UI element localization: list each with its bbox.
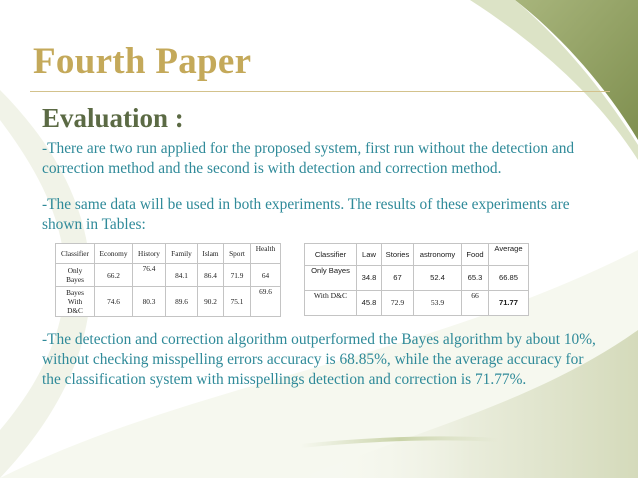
table-header-cell: Sport — [224, 244, 251, 264]
table-cell: 80.3 — [133, 287, 166, 317]
results-table-1 — [55, 243, 281, 317]
row-label-line: With — [67, 297, 83, 306]
paragraph-conclusion: -The detection and correction algorithm outperformed the Bayes algorithm by about 10%, without checking misspelling errors accuracy is 68.85%, while the average accuracy for the classification system with misspellings detection and correction is 71.77%. — [42, 331, 596, 388]
table-cell: 65.3 — [462, 266, 489, 291]
table-cell: 84.1 — [166, 264, 198, 287]
paragraph-data: -The same data will be used in both experiments. The results of these experiments are shown in Tables: — [42, 196, 570, 233]
table-cell: 45.8 — [357, 291, 382, 316]
table-cell: 66.2 — [95, 264, 133, 287]
table-cell: 75.1 — [224, 287, 251, 317]
table-cell: 69.6 — [251, 287, 281, 317]
table-cell: 34.8 — [357, 266, 382, 291]
row-label-line: D&C — [67, 306, 83, 315]
table-header-cell: Family — [166, 244, 198, 264]
table-cell: 52.4 — [414, 266, 462, 291]
paragraph-runs: -There are two run applied for the proposed system, first run without the detection and correction method and the second is with detection and correction method. — [42, 140, 575, 177]
table-row — [305, 266, 529, 291]
table-cell: 74.6 — [95, 287, 133, 317]
table-cell: 86.4 — [198, 264, 224, 287]
results-table-2 — [304, 243, 529, 316]
table-row — [56, 264, 281, 287]
table-row — [305, 291, 529, 316]
table-cell: 53.9 — [414, 291, 462, 316]
table-cell: 71.77 — [489, 291, 529, 316]
table-header-cell: History — [133, 244, 166, 264]
table-cell: 66.85 — [489, 266, 529, 291]
table-header-cell: Classifier — [56, 244, 95, 264]
slide-title: Fourth Paper — [33, 41, 252, 82]
row-label-line: Only — [67, 266, 83, 275]
table-cell: 90.2 — [198, 287, 224, 317]
table-header-cell: Law — [357, 244, 382, 266]
table-header-cell: Classifier — [305, 244, 357, 266]
row-label-cell — [56, 287, 95, 317]
table-cell: 66 — [462, 291, 489, 316]
table-header-cell: Average — [489, 244, 529, 266]
table-header-cell: astronomy — [414, 244, 462, 266]
title-divider — [30, 91, 610, 92]
table-cell: 89.6 — [166, 287, 198, 317]
table-cell: 76.4 — [133, 264, 166, 287]
table-header-cell: Food — [462, 244, 489, 266]
row-label-cell: Only Bayes — [305, 266, 357, 291]
section-heading: Evaluation : — [42, 103, 184, 133]
table-cell: 72.9 — [382, 291, 414, 316]
row-label-line: Bayes — [66, 275, 84, 284]
row-label-cell: With D&C — [305, 291, 357, 316]
row-label-line: Bayes — [66, 288, 84, 297]
table-cell: 64 — [251, 264, 281, 287]
table-row — [56, 287, 281, 317]
table-header-cell: Economy — [95, 244, 133, 264]
table-cell: 67 — [382, 266, 414, 291]
table-header-cell: Stories — [382, 244, 414, 266]
table-header-cell: Health — [251, 244, 281, 264]
table-header-cell: Islam — [198, 244, 224, 264]
table-cell: 71.9 — [224, 264, 251, 287]
row-label-cell — [56, 264, 95, 287]
